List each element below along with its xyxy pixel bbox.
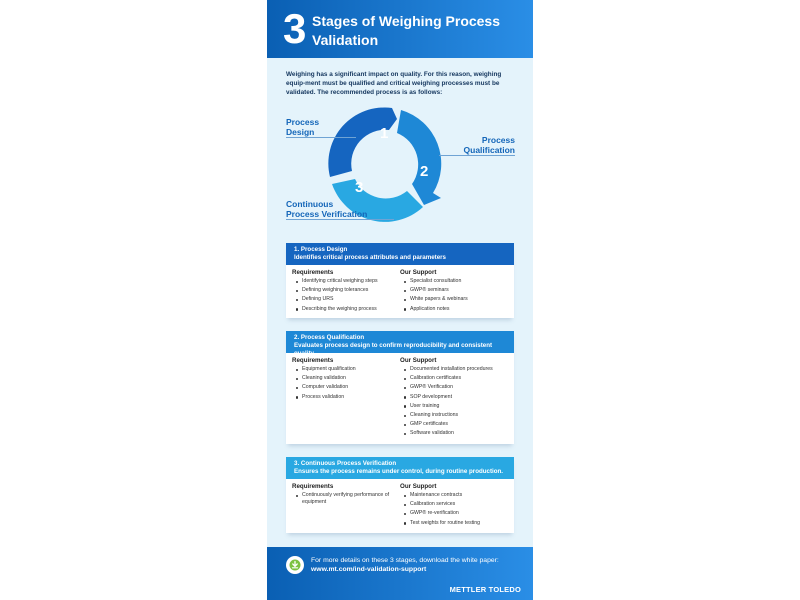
- page-title-line2: Validation: [312, 32, 379, 48]
- list-item: Identifying critical weighing steps: [296, 277, 400, 286]
- label-line-qualification: [439, 155, 515, 156]
- list-item: Equipment qualification: [296, 365, 400, 374]
- requirements-column: Requirements Equipment qualification Cleaning validation Computer validation Process validation: [292, 357, 400, 439]
- list-item: Cleaning validation: [296, 374, 400, 383]
- list-item: GMP certificates: [404, 420, 508, 429]
- label-continuous-verification: Continuous Process Verification: [286, 199, 368, 219]
- download-icon[interactable]: [286, 556, 304, 574]
- stage-2-arc: [397, 110, 441, 205]
- list-item: Maintenance contracts: [404, 491, 508, 500]
- list-item: Calibration services: [404, 500, 508, 509]
- list-item: Computer validation: [296, 383, 400, 392]
- list-item: Specialist consultation: [404, 277, 508, 286]
- section-title: 2. Process Qualification: [294, 334, 365, 341]
- requirements-column: Requirements Continuously verifying performance of equipment: [292, 483, 400, 528]
- footer-text: For more details on these 3 stages, download the white paper:: [311, 557, 499, 564]
- section-header: [286, 243, 514, 265]
- list-item: Calibration certificates: [404, 374, 508, 383]
- list-item: GWP® seminars: [404, 286, 508, 295]
- list-item: Application notes: [404, 305, 508, 314]
- list-item: SOP development: [404, 393, 508, 402]
- stage-2-number: 2: [420, 163, 429, 180]
- label-line-verification: [286, 219, 394, 220]
- list-item: Documented installation procedures: [404, 365, 508, 374]
- page-title-line1: Stages of Weighing Process: [312, 13, 501, 29]
- list-item: Cleaning instructions: [404, 411, 508, 420]
- list-item: Defining weighing tolerances: [296, 286, 400, 295]
- section-process-design: [286, 243, 514, 318]
- section-header: [286, 331, 514, 357]
- stage-3-number: 3: [355, 179, 364, 196]
- list-item: Process validation: [296, 393, 400, 402]
- intro-text: Weighing has a significant impact on quality. For this reason, weighing equip-ment must be qualified and critical weighing processes must be validated. The recommended process is as follows:: [286, 71, 502, 96]
- brand-logo: METTLER TOLEDO: [449, 585, 521, 594]
- download-link[interactable]: www.mt.com/ind-validation-support: [311, 566, 427, 573]
- list-item: White papers & webinars: [404, 295, 508, 304]
- footer: [267, 547, 533, 600]
- label-line-design: [286, 137, 356, 138]
- list-item: User training: [404, 402, 508, 411]
- section-subtitle: Identifies critical process attributes and parameters: [294, 254, 446, 261]
- header: [267, 0, 533, 58]
- section-title: 3. Continuous Process Verification: [294, 460, 397, 467]
- label-process-qualification: Process Qualification: [463, 135, 515, 155]
- support-column: Our Support Specialist consultation GWP® seminars White papers & webinars Application notes: [400, 269, 508, 314]
- stage-1-arc: [328, 107, 397, 177]
- section-continuous-verification: [286, 457, 514, 533]
- support-column: Our Support Maintenance contracts Calibration services GWP® re-verification Test weights for routine testing: [400, 483, 508, 528]
- section-process-qualification: [286, 331, 514, 444]
- section-title: 1. Process Design: [294, 246, 348, 253]
- section-subtitle: Ensures the process remains under control, during routine production.: [294, 468, 504, 475]
- list-item: Continuously verifying performance of equipment: [296, 491, 400, 506]
- section-header: [286, 457, 514, 479]
- stage-1-number: 1: [380, 125, 389, 142]
- section-subtitle: Evaluates process design to confirm reproducibility and consistent quality.: [294, 342, 493, 357]
- list-item: Software validation: [404, 429, 508, 438]
- label-process-design: Process Design: [286, 117, 320, 137]
- requirements-column: Requirements Identifying critical weighing steps Defining weighing tolerances Defining URS Describing the weighing process: [292, 269, 400, 314]
- infographic: [267, 0, 533, 600]
- support-column: Our Support Documented installation procedures Calibration certificates GWP® Verification SOP development User training Cleaning instructions GMP certificates Software validation: [400, 357, 508, 439]
- list-item: GWP® Verification: [404, 383, 508, 392]
- title-number: 3: [283, 5, 307, 52]
- list-item: Defining URS: [296, 295, 400, 304]
- list-item: Test weights for routine testing: [404, 519, 508, 528]
- list-item: Describing the weighing process: [296, 305, 400, 314]
- list-item: GWP® re-verification: [404, 509, 508, 518]
